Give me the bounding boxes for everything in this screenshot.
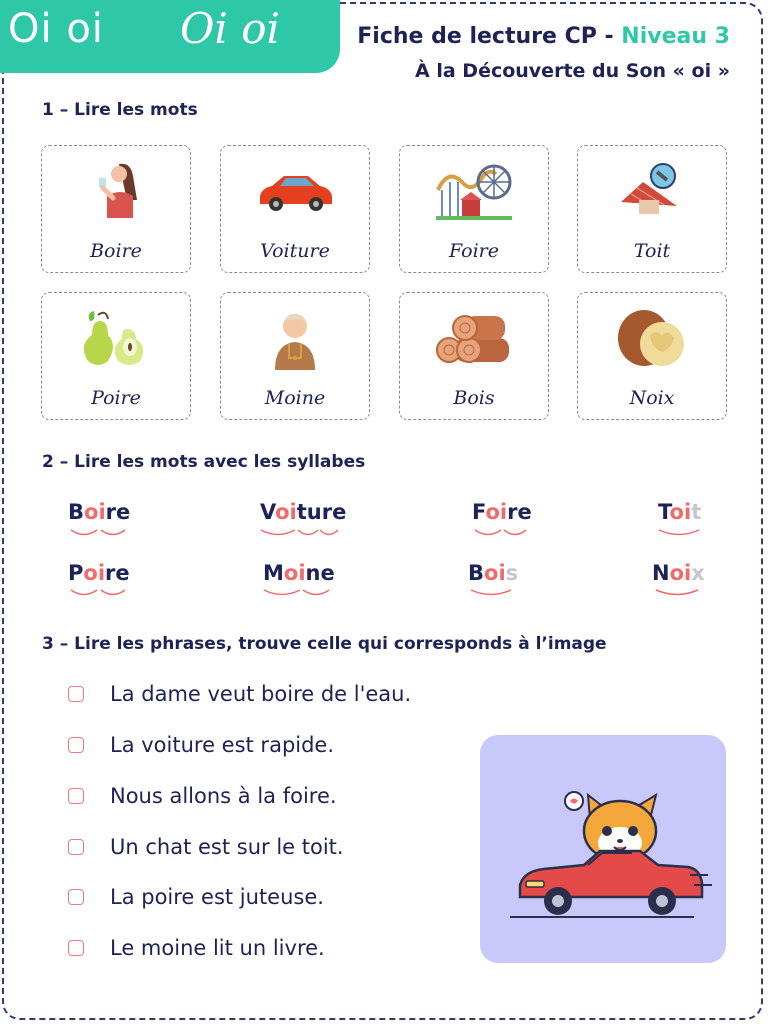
syllable-oi: oi (669, 500, 692, 524)
walnut-icon (578, 303, 726, 373)
sentence-text: La voiture est rapide. (110, 733, 335, 757)
sentence-option[interactable] (68, 733, 334, 757)
word-card-moine (220, 292, 370, 420)
syllable-mute: s (505, 561, 519, 585)
word-card-poire (41, 292, 191, 420)
syllable-word-poire (68, 561, 130, 585)
woman-drinking-icon (42, 156, 190, 226)
sentence-option[interactable] (68, 885, 324, 909)
sentence-text: Le moine lit un livre. (110, 936, 325, 960)
syllable-post: re (507, 500, 532, 524)
sentence-option[interactable] (68, 784, 337, 808)
title-prefix: Fiche de lecture CP - (357, 24, 622, 49)
syllable-pre: B (468, 561, 485, 585)
sentence-checkbox[interactable] (68, 788, 84, 804)
word-card-boire (41, 145, 191, 273)
syllable-oi: oi (84, 500, 106, 524)
syllable-mute: x (691, 561, 705, 585)
syllable-pre: B (68, 500, 85, 524)
pear-icon (42, 303, 190, 373)
syllable-oi: oi (283, 561, 306, 585)
card-word: Bois (453, 387, 495, 409)
syllable-mute: t (691, 500, 702, 524)
title-level: Niveau 3 (621, 24, 730, 49)
syllable-word-boire (68, 500, 130, 524)
syllable-word-toit (658, 500, 701, 524)
syllable-oi: oi (485, 500, 508, 524)
syllable-word-moine (263, 561, 335, 585)
sentence-text: Un chat est sur le toit. (110, 835, 344, 859)
page-subtitle: À la Découverte du Son « oi » (415, 60, 730, 82)
card-word: Moine (264, 387, 326, 409)
header-tab (0, 0, 340, 73)
syllable-post: re (105, 500, 131, 524)
card-word: Foire (449, 240, 499, 262)
word-card-foire (399, 145, 549, 273)
section3-title: 3 – Lire les phrases, trouve celle qui corresponds à l’image (42, 634, 607, 654)
sentence-text: La poire est juteuse. (110, 885, 324, 909)
sentence-checkbox[interactable] (68, 686, 84, 702)
word-card-toit (577, 145, 727, 273)
syllable-arcs (70, 588, 130, 598)
card-word: Toit (633, 240, 671, 262)
sentence-option[interactable] (68, 936, 325, 960)
sentence-option[interactable] (68, 835, 344, 859)
word-card-bois (399, 292, 549, 420)
illustration-panel (480, 735, 726, 963)
fairground-icon (400, 156, 548, 226)
syllable-oi: oi (484, 561, 506, 585)
monk-icon (221, 303, 369, 373)
syllable-post: re (105, 561, 130, 585)
syllable-word-bois (468, 561, 518, 585)
sentence-checkbox[interactable] (68, 889, 84, 905)
section2-title: 2 – Lire les mots avec les syllabes (42, 452, 366, 472)
syllable-word-voiture (260, 500, 346, 524)
syllable-arcs (655, 588, 699, 598)
red-car-icon (221, 156, 369, 226)
syllable-pre: M (263, 561, 284, 585)
syllable-arcs (70, 528, 130, 538)
sentence-checkbox[interactable] (68, 940, 84, 956)
card-word: Noix (629, 387, 675, 409)
syllable-oi: oi (669, 561, 692, 585)
word-card-voiture (220, 145, 370, 273)
syllable-arcs (658, 528, 700, 538)
sentence-checkbox[interactable] (68, 839, 84, 855)
syllable-pre: V (260, 500, 276, 524)
syllable-pre: T (658, 500, 670, 524)
syllable-arcs (474, 528, 528, 538)
card-word: Poire (91, 387, 141, 409)
syllable-oi: oi (83, 561, 106, 585)
header-tab-cursive: Oi oi (180, 4, 280, 53)
syllable-word-noix (652, 561, 705, 585)
header-tab-print: Oi oi (8, 6, 104, 52)
syllable-pre: P (68, 561, 84, 585)
sentence-text: Nous allons à la foire. (110, 784, 337, 808)
sentence-checkbox[interactable] (68, 737, 84, 753)
section1-title: 1 – Lire les mots (42, 100, 198, 120)
syllable-arcs (260, 528, 340, 538)
syllable-pre: F (472, 500, 486, 524)
syllable-oi: oi (275, 500, 297, 524)
syllable-word-foire (472, 500, 532, 524)
cat-driving-car-icon (480, 735, 726, 963)
card-word: Boire (90, 240, 142, 262)
word-card-noix (577, 292, 727, 420)
syllable-post: ture (296, 500, 347, 524)
card-word: Voiture (260, 240, 330, 262)
page-title (357, 24, 730, 49)
logs-icon (400, 303, 548, 373)
syllable-pre: N (652, 561, 670, 585)
syllable-arcs (263, 588, 333, 598)
sentence-option[interactable] (68, 682, 411, 706)
syllable-post: ne (305, 561, 335, 585)
syllable-arcs (470, 588, 512, 598)
sentence-text: La dame veut boire de l'eau. (110, 682, 412, 706)
roof-icon (578, 156, 726, 226)
